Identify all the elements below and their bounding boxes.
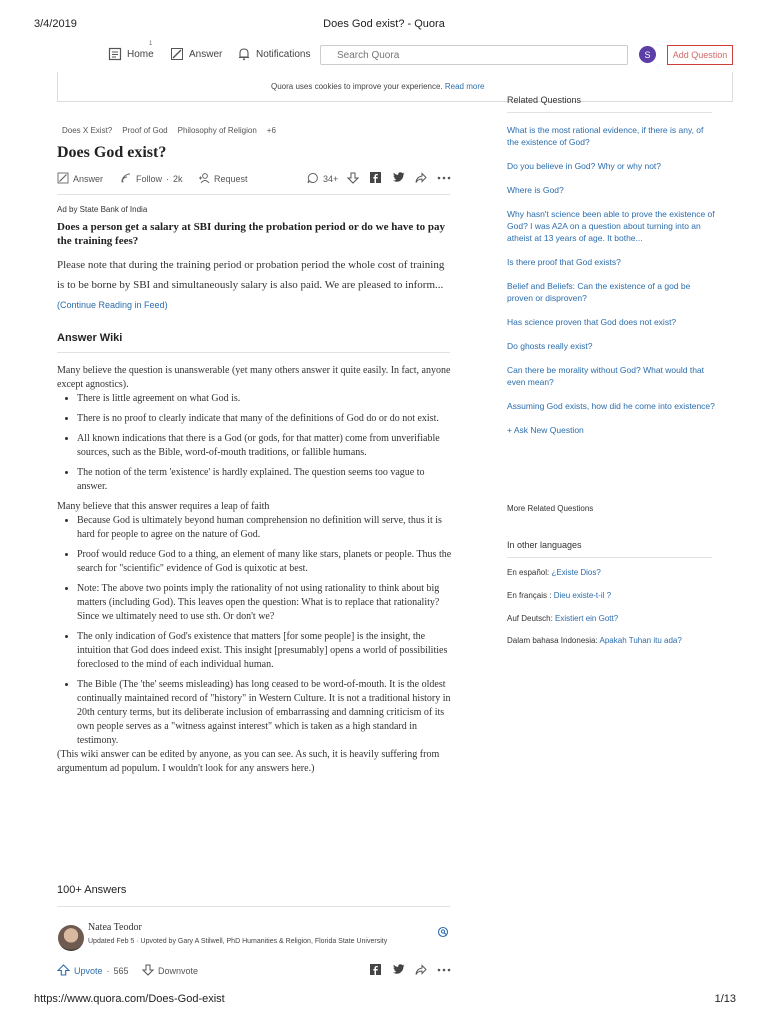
divider — [507, 557, 712, 558]
topic-tag[interactable]: Proof of God — [122, 126, 168, 135]
answer-action-bar — [57, 964, 450, 978]
language-row — [507, 568, 601, 577]
continue-reading-link[interactable]: (Continue Reading in Feed) — [57, 300, 168, 310]
nav-answer[interactable] — [170, 43, 222, 65]
language-link[interactable]: Apakah Tuhan itu ada? — [599, 636, 682, 645]
nav-home[interactable] — [108, 43, 154, 65]
facebook-share-button[interactable] — [370, 172, 381, 185]
more-options-button[interactable] — [437, 964, 451, 978]
upvote-count: 565 — [113, 966, 129, 976]
share-button[interactable] — [415, 964, 427, 978]
divider — [57, 194, 450, 195]
divider — [507, 112, 712, 113]
bookmark-icon[interactable] — [437, 925, 449, 943]
comment-icon — [307, 172, 319, 186]
print-page-number: 1/13 — [714, 993, 736, 1005]
topic-more[interactable]: +6 — [266, 126, 276, 135]
cookie-notice — [57, 72, 733, 102]
related-questions-heading: Related Questions — [507, 95, 582, 105]
topic-tag[interactable]: Philosophy of Religion — [177, 126, 257, 135]
upvote-button[interactable]: Upvote · 565 — [57, 964, 129, 978]
nav-home-label: Home — [127, 48, 154, 60]
request-label: Request — [214, 174, 248, 184]
list-item: • The notion of the term 'existence' is hardly explained. The question seems too vague to answer. — [77, 466, 452, 494]
home-icon — [108, 47, 122, 61]
answer-author-name[interactable]: Natea Teodor — [88, 922, 142, 933]
language-prefix: Dalam bahasa Indonesia: — [507, 636, 600, 645]
request-button[interactable] — [198, 172, 248, 186]
pencil-icon — [57, 172, 69, 186]
answer-author-avatar[interactable] — [58, 925, 84, 951]
wiki-list-2 — [57, 514, 452, 748]
downvote-icon — [347, 172, 359, 186]
divider — [57, 906, 450, 907]
language-row — [507, 614, 618, 623]
list-item: • All known indications that there is a God (or gods, for that matter) come from unverifiable sources, such as the Bible, word-of-mouth traditions, or fallible humans. — [77, 432, 452, 460]
downvote-button[interactable] — [142, 964, 198, 978]
cookie-text: Quora uses cookies to improve your experience. — [271, 82, 445, 91]
language-link[interactable]: ¿Existe Dios? — [551, 568, 601, 577]
answers-count-heading: 100+ Answers — [57, 884, 127, 896]
comment-count: 34+ — [323, 174, 339, 184]
nav-notifications-label: Notifications — [256, 48, 311, 60]
list-item: • The only indication of God's existence that matters [for some people] is the insight, the intuition that God does indeed exist. This insight [presumably] opens a world of possibilities foreclosed to the mind of each individual human. — [77, 630, 452, 672]
follow-icon — [120, 172, 132, 186]
twitter-share-button[interactable] — [393, 964, 405, 977]
twitter-icon — [393, 964, 405, 977]
language-prefix: En español: — [507, 568, 552, 577]
related-question-link[interactable]: Where is God? — [507, 185, 564, 195]
pencil-icon — [170, 47, 184, 61]
language-row — [507, 636, 682, 645]
add-question-button[interactable]: Add Question — [667, 45, 733, 65]
language-row — [507, 591, 611, 600]
wiki-intro-2: Many believe that this answer requires a leap of faith — [57, 501, 270, 512]
related-question-link[interactable]: Assuming God exists, how did he come into existence? — [507, 401, 715, 411]
answer-wiki-body — [57, 364, 452, 776]
twitter-share-button[interactable] — [393, 172, 405, 185]
language-link[interactable]: Existiert ein Gott? — [555, 614, 619, 623]
follow-count: 2k — [173, 174, 183, 184]
cookie-read-more-link[interactable]: Read more — [444, 82, 485, 91]
ask-new-question-link[interactable]: + Ask New Question — [507, 425, 584, 435]
share-button[interactable] — [415, 172, 427, 186]
nav-notifications[interactable] — [237, 43, 310, 65]
print-title: Does God exist? - Quora — [323, 18, 445, 30]
nav-answer-label: Answer — [189, 48, 223, 60]
home-badge: 1 — [149, 41, 153, 47]
more-options-button[interactable] — [437, 172, 451, 186]
ad-body-text: Please note that during the training period or probation period the whole cost of training is to be borne by SBI and simultaneously salary is also paid. We are pleased to inform... — [57, 259, 445, 291]
answer-button[interactable] — [57, 172, 103, 186]
ad-label: Ad by State Bank of India — [57, 205, 148, 214]
facebook-icon — [370, 964, 381, 977]
answer-label: Answer — [73, 174, 104, 184]
language-link[interactable]: Dieu existe-t-il ? — [553, 591, 612, 600]
related-question-link[interactable]: Is there proof that God exists? — [507, 257, 621, 267]
facebook-share-button[interactable] — [370, 964, 381, 977]
list-item: • There is little agreement on what God is. — [77, 392, 452, 406]
related-question-link[interactable]: Do you believe in God? Why or why not? — [507, 161, 662, 171]
upvote-label: Upvote — [74, 966, 103, 976]
language-prefix: En français : — [507, 591, 554, 600]
ad-body — [57, 255, 452, 315]
wiki-list-1 — [57, 392, 452, 494]
downvote-button[interactable] — [347, 172, 359, 186]
related-question-link[interactable]: Can there be morality without God? What would that even mean? — [507, 365, 705, 387]
share-icon — [415, 964, 427, 978]
answer-meta: Updated Feb 5 · Upvoted by Gary A Stilwell, PhD Humanities & Religion, Florida State University — [88, 938, 388, 945]
ad-title[interactable]: Does a person get a salary at SBI during the probation period or do we have to pay the training fees? — [57, 221, 445, 247]
follow-label: Follow — [136, 174, 163, 184]
list-item: • Because God is ultimately beyond human comprehension no definition will serve, thus it is hard for people to agree on the nature of God. — [77, 514, 452, 542]
other-languages-heading: In other languages — [507, 540, 582, 550]
language-prefix: Auf Deutsch: — [507, 614, 556, 623]
page-title: Does God exist? — [57, 144, 167, 161]
more-dots-icon — [437, 964, 451, 978]
related-questions-list — [507, 124, 715, 448]
comments-button[interactable] — [307, 172, 338, 186]
list-item: • The Bible (The 'the' seems misleading) has long ceased to be word-of-mouth. It is the oldest continually maintained record of "history" in Western Culture. It is not a traditional history in 20th century terms, but its deliberate inclusion of embarrassing and damning criticism of its own people serves as a "witness against interest" which is taken as a high standard in testimony. — [77, 678, 452, 748]
list-item: • There is no proof to clearly indicate that many of the definitions of God do or do not exist. — [77, 412, 452, 426]
related-question-link[interactable]: Belief and Beliefs: Can the existence of a god be proven or disproven? — [507, 281, 691, 303]
bell-icon — [237, 47, 251, 61]
upvote-icon — [57, 964, 70, 978]
downvote-icon — [142, 964, 154, 978]
request-icon — [198, 172, 210, 186]
follow-button[interactable]: Follow · 2k — [120, 172, 183, 186]
related-question-link[interactable]: Why hasn't science been able to prove the existence of God? I was A2A on a question about turning into an atheist at 13 years of age. It bothe... — [507, 209, 715, 243]
twitter-icon — [393, 172, 405, 185]
list-item: • Note: The above two points imply the rationality of not using rationality to think about big matters (including God). This leaves open the question: What is to replace that rationality? Since we ultimately need to use sth. Or don't we? — [77, 582, 452, 624]
search-input[interactable] — [320, 45, 628, 65]
wiki-outro: (This wiki answer can be edited by anyone, as you can see. As such, it is heavily suffering from argumentum ad populum. I wouldn't look for any answers here.) — [57, 749, 440, 774]
print-date: 3/4/2019 — [34, 18, 77, 30]
related-question-link[interactable]: Do ghosts really exist? — [507, 341, 593, 351]
avatar[interactable]: S — [639, 46, 656, 63]
divider — [57, 352, 450, 353]
print-url: https://www.quora.com/Does-God-exist — [34, 993, 225, 1005]
list-item: • Proof would reduce God to a thing, an element of many like stars, planets or people. Thus the search for "scientific" evidence of God is quixotic at best. — [77, 548, 452, 576]
more-dots-icon — [437, 172, 451, 186]
more-related-questions-link[interactable]: More Related Questions — [507, 504, 594, 513]
question-action-bar — [57, 172, 450, 186]
wiki-intro: Many believe the question is unanswerable (yet many others answer it quite easily. In fact, anyone except agnostics). — [57, 365, 451, 390]
topic-list — [62, 126, 276, 135]
related-question-link[interactable]: What is the most rational evidence, if there is any, of the existence of God? — [507, 125, 704, 147]
downvote-label: Downvote — [158, 966, 199, 976]
related-question-link[interactable]: Has science proven that God does not exist? — [507, 317, 677, 327]
answer-wiki-heading: Answer Wiki — [57, 332, 123, 344]
topic-tag[interactable]: Does X Exist? — [62, 126, 113, 135]
share-icon — [415, 172, 427, 186]
facebook-icon — [370, 172, 381, 185]
